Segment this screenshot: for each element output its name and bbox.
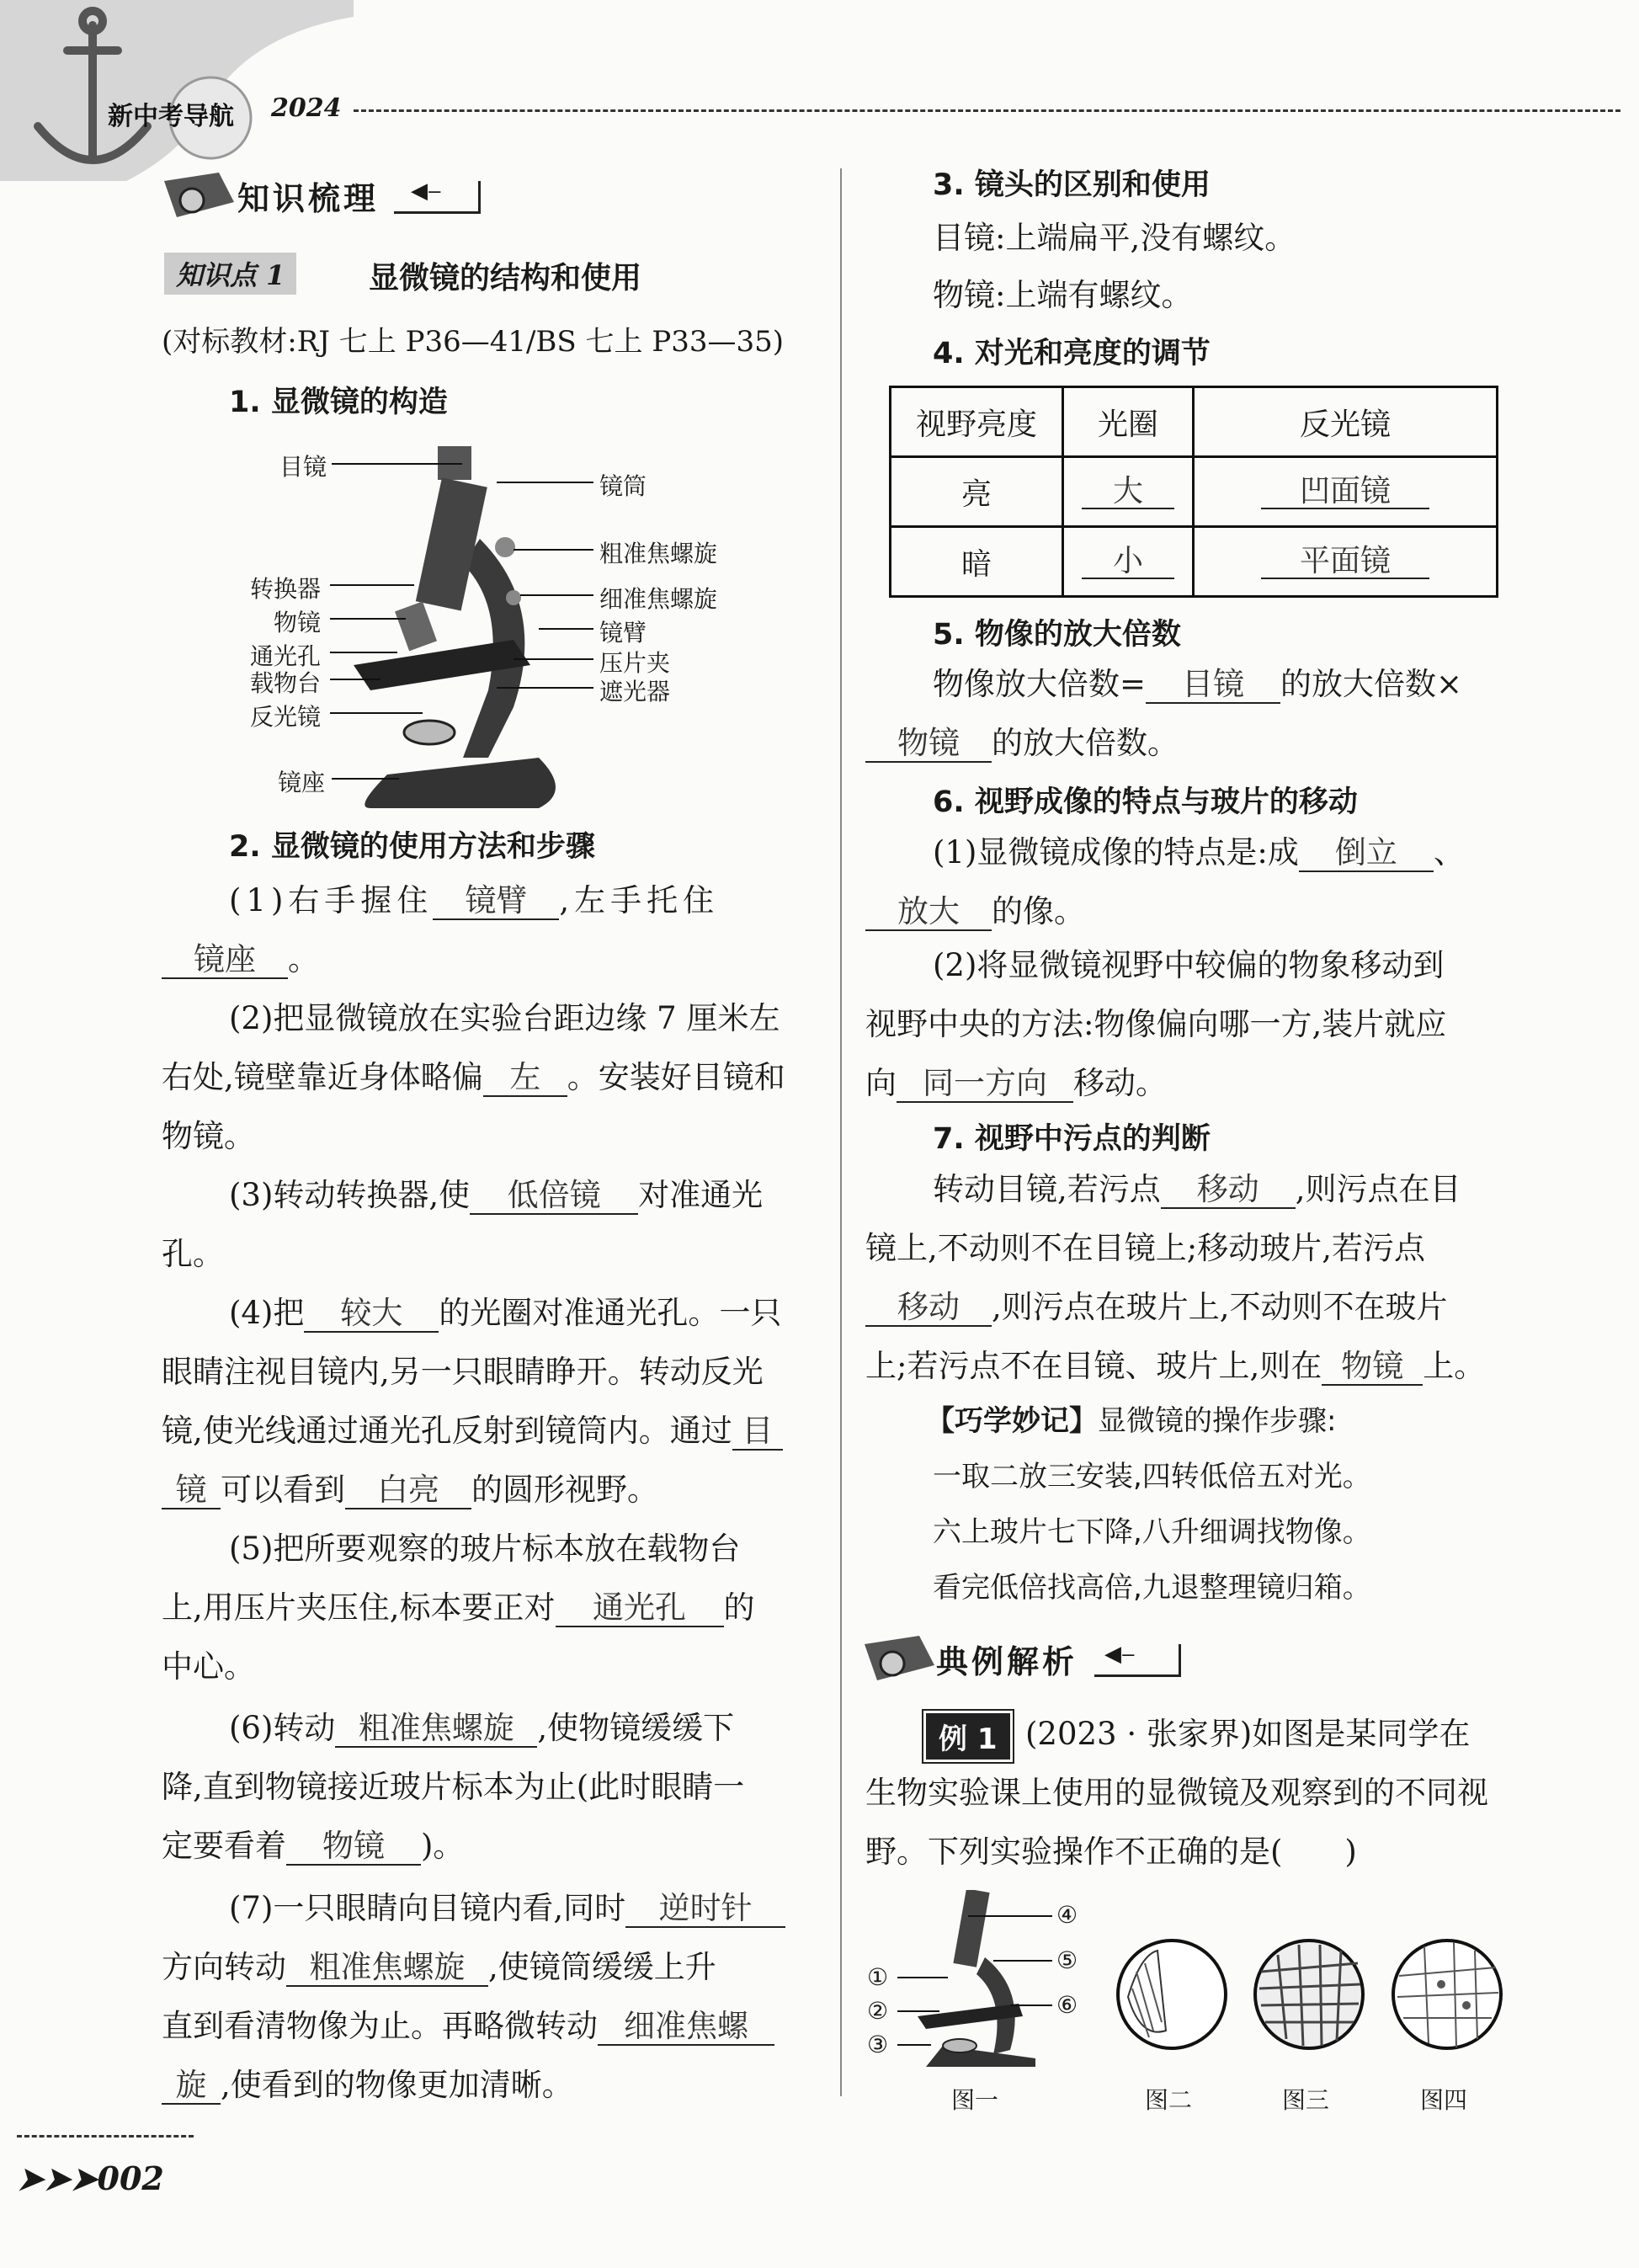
figure-view-3 — [1253, 1938, 1366, 2052]
example-tag: 例 1 — [926, 1713, 1010, 1760]
table-cell: 平面镜 — [1194, 527, 1498, 597]
brand-name: 新中考导航 — [108, 102, 234, 131]
marker-1: ① — [867, 1963, 889, 1991]
image-p2: (2)将显微镜视野中较偏的物象移动到 视野中央的方法:物像偏向哪一方,装片就应 向 同一方向 移动。 — [865, 947, 1447, 1101]
magnification-text: 物像放大倍数= 目镜 的放大倍数× 物镜 的放大倍数。 — [865, 655, 1539, 773]
arrow-icon: ◀‒ — [1104, 1642, 1136, 1667]
marker-4: ④ — [1056, 1901, 1078, 1929]
table-header: 视野亮度 — [891, 387, 1063, 457]
label-line — [1010, 2004, 1052, 2006]
table-cell: 暗 — [891, 527, 1063, 597]
construct-title: 1. 显微镜的构造 — [229, 386, 448, 419]
label-line — [514, 549, 593, 551]
marker-5: ⑤ — [1056, 1946, 1078, 1974]
header-divider — [354, 109, 1620, 112]
usage-step-4: (4)把 较大 的光圈对准通光孔。一只 眼睛注视目镜内,另一只眼睛睁开。转动反光 镜,使光线通过通光孔反射到镜筒内。通过 目 镜 可以看到 白亮 的圆形视野。 — [162, 1295, 782, 1508]
arrow-icon: ◀‒ — [411, 178, 442, 204]
label-clip: 压片夹 — [599, 649, 671, 677]
microscope-badge-icon — [860, 1632, 938, 1684]
label-objective: 物镜 — [274, 609, 322, 636]
figure-view-4 — [1391, 1938, 1504, 2052]
label-line — [497, 482, 593, 483]
figure-microscope — [892, 1890, 1061, 2084]
light-table — [889, 386, 1498, 598]
label-stage: 载物台 — [250, 669, 322, 697]
usage-step-2: (2)把显微镜放在实验台距边缘 7 厘米左 右处,镜壁靠近身体略偏 左 。安装好目镜和 物镜。 — [162, 1000, 785, 1154]
image-p1: (1)显微镜成像的特点是:成 倒立 、 放大 的像。 — [865, 823, 1539, 941]
memory-line: 看完低倍找高倍,九退整理镜归箱。 — [933, 1571, 1371, 1605]
label-aperture: 通光孔 — [250, 642, 322, 670]
label-line — [993, 1960, 1052, 1962]
dirt-title: 7. 视野中污点的判断 — [933, 1122, 1211, 1156]
label-fine-focus: 细准焦螺旋 — [599, 585, 718, 613]
memory-line: 一取二放三安装,四转低倍五对光。 — [933, 1460, 1371, 1493]
marker-6: ⑥ — [1056, 1991, 1078, 2019]
label-base: 镜座 — [278, 769, 326, 796]
image-title: 6. 视野成像的特点与玻片的移动 — [933, 785, 1358, 819]
usage-step-3: (3)转动转换器,使 低倍镜 对准通光 孔。 — [162, 1177, 764, 1272]
knowledge-point-title: 显微镜的结构和使用 — [369, 261, 642, 295]
table-cell: 大 — [1063, 457, 1194, 527]
example-question: (2023 · 张家界)如图是某同学在 生物实验课上使用的显微镜及观察到的不同视 野。下列实验操作不正确的是( ) — [865, 1716, 1488, 1870]
label-line — [330, 584, 414, 586]
microscope-diagram — [320, 438, 572, 808]
usage-title: 2. 显微镜的使用方法和步骤 — [229, 830, 595, 864]
label-line — [514, 658, 593, 660]
table-row — [891, 387, 1498, 457]
table-row — [891, 457, 1498, 527]
caption-2: 图二 — [1145, 2086, 1193, 2114]
table-cell: 亮 — [891, 457, 1063, 527]
marker-2: ② — [867, 1997, 889, 2025]
memory-tip: 【巧学妙记】显微镜的操作步骤: — [926, 1404, 1337, 1438]
table-header: 光圈 — [1063, 387, 1194, 457]
section-title-bracket — [1094, 1644, 1181, 1677]
label-eyepiece: 目镜 — [279, 453, 327, 481]
label-line — [330, 712, 423, 714]
triple-arrow-icon: ➤➤➤ — [17, 2159, 98, 2197]
dirt-text: 转动目镜,若污点 移动 ,则污点在目 镜上,不动则不在目镜上;移动玻片,若污点 移动 ,则污点在玻片上,不动则不在玻片 上;若污点不在目镜、玻片上,则在 物镜 上。 — [865, 1171, 1486, 1384]
table-row — [891, 527, 1498, 597]
usage-step-5: (5)把所要观察的玻片标本放在载物台 上,用压片夹压住,标本要正对 通光孔 的 中心。 — [162, 1531, 755, 1685]
figure-view-2 — [1115, 1938, 1229, 2052]
magnification-title: 5. 物像的放大倍数 — [933, 618, 1181, 652]
knowledge-point-tag: 知识点 1 — [164, 253, 296, 295]
memory-line: 六上玻片七下降,八升细调找物像。 — [933, 1515, 1371, 1549]
label-line — [897, 2044, 931, 2046]
label-line — [897, 1977, 948, 1978]
light-title: 4. 对光和亮度的调节 — [933, 337, 1211, 370]
label-line — [332, 463, 462, 465]
caption-3: 图三 — [1282, 2086, 1330, 2114]
label-arm: 镜臂 — [599, 619, 647, 647]
lens-title: 3. 镜头的区别和使用 — [933, 168, 1211, 202]
label-tube: 镜筒 — [599, 472, 647, 500]
table-cell: 小 — [1063, 527, 1194, 597]
usage-step-1: (1)右手握住 镜臂 ,左手托住 镜座 。 — [162, 871, 818, 989]
label-nosepiece: 转换器 — [250, 575, 322, 603]
label-line — [897, 2010, 939, 2012]
usage-step-6: (6)转动 粗准焦螺旋 ,使物镜缓缓下 降,直到物镜接近玻片标本为止(此时眼睛一 定要看着 物镜 )。 — [162, 1710, 745, 1864]
section-title-examples: 典例解析 — [936, 1643, 1078, 1680]
caption-1: 图一 — [951, 2086, 999, 2114]
section-title-knowledge: 知识梳理 — [237, 180, 380, 217]
column-divider — [840, 168, 842, 2096]
usage-step-7: (7)一只眼睛向目镜内看,同时 逆时针 方向转动 粗准焦螺旋 ,使镜筒缓缓上升 直到看清物像为止。再略微转动 细准焦螺 旋 ,使看到的物像更加清晰。 — [162, 1879, 818, 2115]
caption-4: 图四 — [1420, 2086, 1468, 2114]
page-number: ➤➤➤002 — [17, 2159, 164, 2197]
header-decoration — [0, 0, 354, 181]
footer-divider — [17, 2135, 194, 2138]
lens-objective: 物镜:上端有螺纹。 — [933, 277, 1193, 313]
label-line — [330, 618, 406, 620]
label-diaphragm: 遮光器 — [599, 678, 671, 705]
label-line — [332, 778, 399, 780]
table-cell: 凹面镜 — [1194, 457, 1498, 527]
label-line — [968, 1915, 1052, 1917]
marker-3: ③ — [867, 2031, 889, 2058]
brand-year: 2024 — [271, 93, 342, 123]
label-line — [520, 594, 593, 596]
label-mirror: 反光镜 — [250, 703, 322, 731]
microscope-badge-icon — [160, 168, 237, 221]
label-line — [330, 679, 380, 680]
label-line — [539, 628, 593, 630]
textbook-reference: (对标教材:RJ 七上 P36—41/BS 七上 P33—35) — [162, 325, 784, 359]
label-coarse-focus: 粗准焦螺旋 — [599, 540, 718, 567]
lens-eyepiece: 目镜:上端扁平,没有螺纹。 — [933, 220, 1296, 256]
section-title-bracket — [394, 181, 481, 214]
label-line — [330, 652, 397, 653]
label-line — [497, 687, 593, 689]
table-header: 反光镜 — [1194, 387, 1498, 457]
